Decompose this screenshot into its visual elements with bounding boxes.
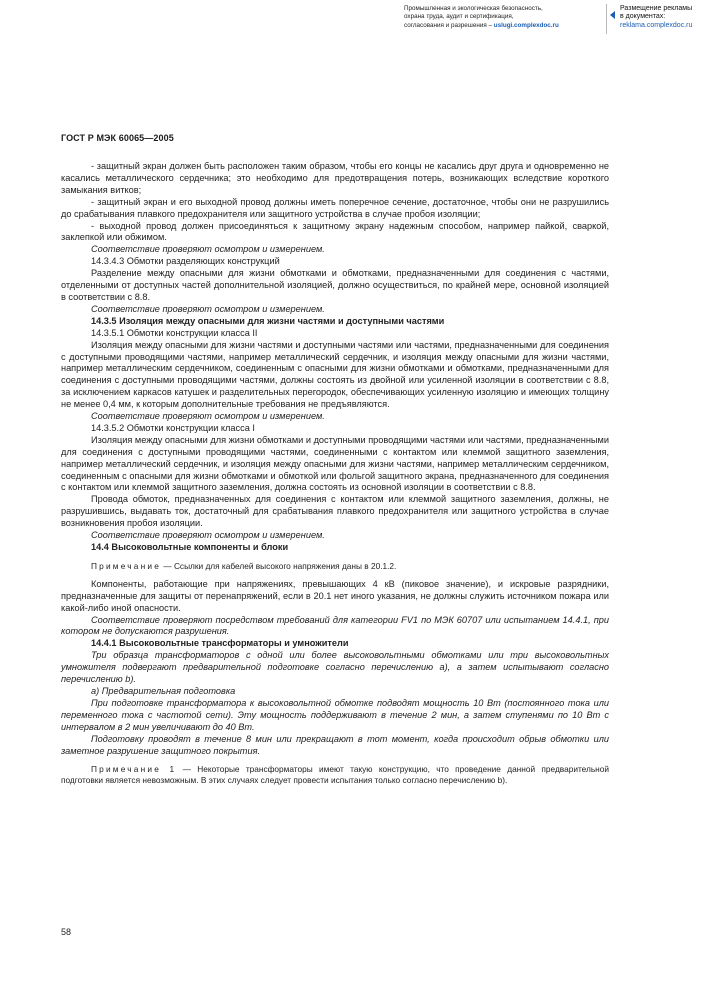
ad-services-block [404,5,600,30]
body-paragraph: - защитный экран и его выходной провод должны иметь поперечное сечение, достаточное, чтобы они не разрушились до срабатывания плавкого предохранителя или защитного устройства в случае пробоя изоляции; [61,196,609,219]
arrow-left-icon [610,11,615,19]
ad-placement-block [620,5,710,30]
body-paragraph: - выходной провод должен присоединяться к защитному экрану надежным способом, например пайкой, сваркой, заклепкой или обжимом. [61,220,609,243]
ad-placement-line-1: Размещение рекламы [620,5,693,12]
compliance-paragraph: Три образца трансформаторов с одной или более высоковольтными обмотками или три высоковольтных умножителя подвергают предварительной подготовке согласно перечислению а), а затем испытывают согласно перечислению b). [61,650,609,685]
body-paragraph: - защитный экран должен быть расположен таким образом, чтобы его концы не касались друг друга и одновременно не касались металлического сердечника; это необходимо для предотвращения потерь, возникающих вследствие короткого замыкания витков; [61,161,609,195]
reklama-link[interactable]: reklama.complexdoc.ru [620,21,693,29]
section-heading: 14.4.1 Высоковольтные трансформаторы и умножители [91,638,349,649]
body-paragraph: Изоляция между опасными для жизни частями и доступными частями или частями, предназначенными для соединения с доступными проводящими частями, например металлический сердечник, и изоляция между опасными для жизни частями, например металлическим сердечником, соединенным с опасными для жизни обмотками и обмотками, предназначенными для соединения с доступными проводящими частями, должны состоять из двойной или усиленной изоляции в соответствии с 8.8, за исключением каркасов катушек и разделительных перегородок, обеспечивающих усиленную изоляцию и имеющих толщину не менее 0,4 мм, к которым дополнительные требования не предъявляются. [61,339,609,410]
compliance-paragraph: а) Предварительная подготовка [91,685,236,696]
compliance-paragraph: Соответствие проверяют осмотром и измерением. [91,244,325,255]
top-ad-banner [0,0,711,48]
body-paragraph: Изоляция между опасными для жизни обмотками и доступными проводящими частями или частями, предназначенными для соединения с доступными проводящими частями, соединенными с контактом или клеммой защитного заземления, например металлический сердечник, и изоляция между опасными для жизни частями, например металлическим сердечником, соединенным с опасными для жизни обмотками и обмоткой или фольгой защитного экрана, предназначенного для соединения с контактом или клеммой защитного заземления, должна состоять из основной изоляции в соответствии с 8.8. [61,434,609,493]
ad-services-line-1: Промышленная и экологическая безопасность, [404,5,543,12]
compliance-paragraph: Соответствие проверяют осмотром и измерением. [91,530,325,541]
ad-divider [606,4,607,34]
note-label: Примечание [91,560,162,571]
document-body [61,161,609,786]
body-paragraph: 14.3.5.2 Обмотки конструкции класса I [91,422,255,433]
compliance-paragraph: Соответствие проверяют осмотром и измерением. [91,303,325,314]
note-text: — Некоторые трансформаторы имеют такую конструкцию, что проведение данной предварительной подготовки является невозможным. В этих случаях следует провести испытания только согласно перечислению b). [61,764,610,786]
compliance-paragraph: Соответствие проверяют посредством требований для категории FV1 по МЭК 60707 или испытанием 14.4.1, при котором не допускаются разрушения. [61,614,609,637]
body-paragraph: 14.3.5.1 Обмотки конструкции класса II [91,327,258,338]
body-paragraph: Компоненты, работающие при напряжениях, превышающих 4 кВ (пиковое значение), и искровые разрядники, предназначенные для защиты от перенапряжений, если в 20.1 нет иного указания, не должны служить источником пожара или какой-либо иной опасности. [61,578,609,613]
note-label: Примечание 1 [91,764,177,775]
ad-placement-line-2: в документах: [620,13,666,21]
body-paragraph: Разделение между опасными для жизни обмотками и обмотками, предназначенными для соединения с частями, отделенными от доступных частей дополнительной изоляцией, должно осуществиться, по крайней мере, основной изоляцией в соответствии с 8.8. [61,268,609,302]
compliance-paragraph: Подготовку проводят в течение 8 мин или прекращают в тот момент, когда происходит обрыв обмотки или заметное разрушение защитного покрытия. [61,733,609,756]
compliance-paragraph: Соответствие проверяют осмотром и измерением. [91,411,325,422]
document-header: ГОСТ Р МЭК 60065—2005 [61,133,174,143]
page-number: 58 [61,927,72,937]
section-heading: 14.3.5 Изоляция между опасными для жизни частями и доступными частями [91,315,445,326]
note-text: — Ссылки для кабелей высокого напряжения даны в 20.1.2. [161,560,397,571]
compliance-paragraph: При подготовке трансформатора к высоковольтной обмотке подводят мощность 10 Вт (постоянного тока или переменного тока с частотой сети). Эту мощность поддерживают в течение 2 мин, а затем ступенями по 10 Вт с интервалом в 2 мин увеличивают до 40 Вт. [61,697,609,732]
ad-services-line-2: охрана труда, аудит и сертификация, [404,13,514,21]
uslugi-link[interactable]: uslugi.complexdoc.ru [493,21,559,29]
note-paragraph [61,764,609,786]
section-heading: 14.4 Высоковольтные компоненты и блоки [91,542,289,552]
ad-services-line-3-text: согласования и разрешения – [404,21,494,29]
ad-services-line-3 [404,22,600,30]
body-paragraph: Провода обмоток, предназначенных для соединения с контактом или клеммой защитного заземления, должны, не разрушившись, выдавать ток, достаточный для срабатывания плавкого предохранителя или защитного устройства в случае возникновения пробоя изоляции. [61,494,609,529]
body-paragraph: 14.3.4.3 Обмотки разделяющих конструкций [91,256,280,267]
note-paragraph [61,561,609,572]
